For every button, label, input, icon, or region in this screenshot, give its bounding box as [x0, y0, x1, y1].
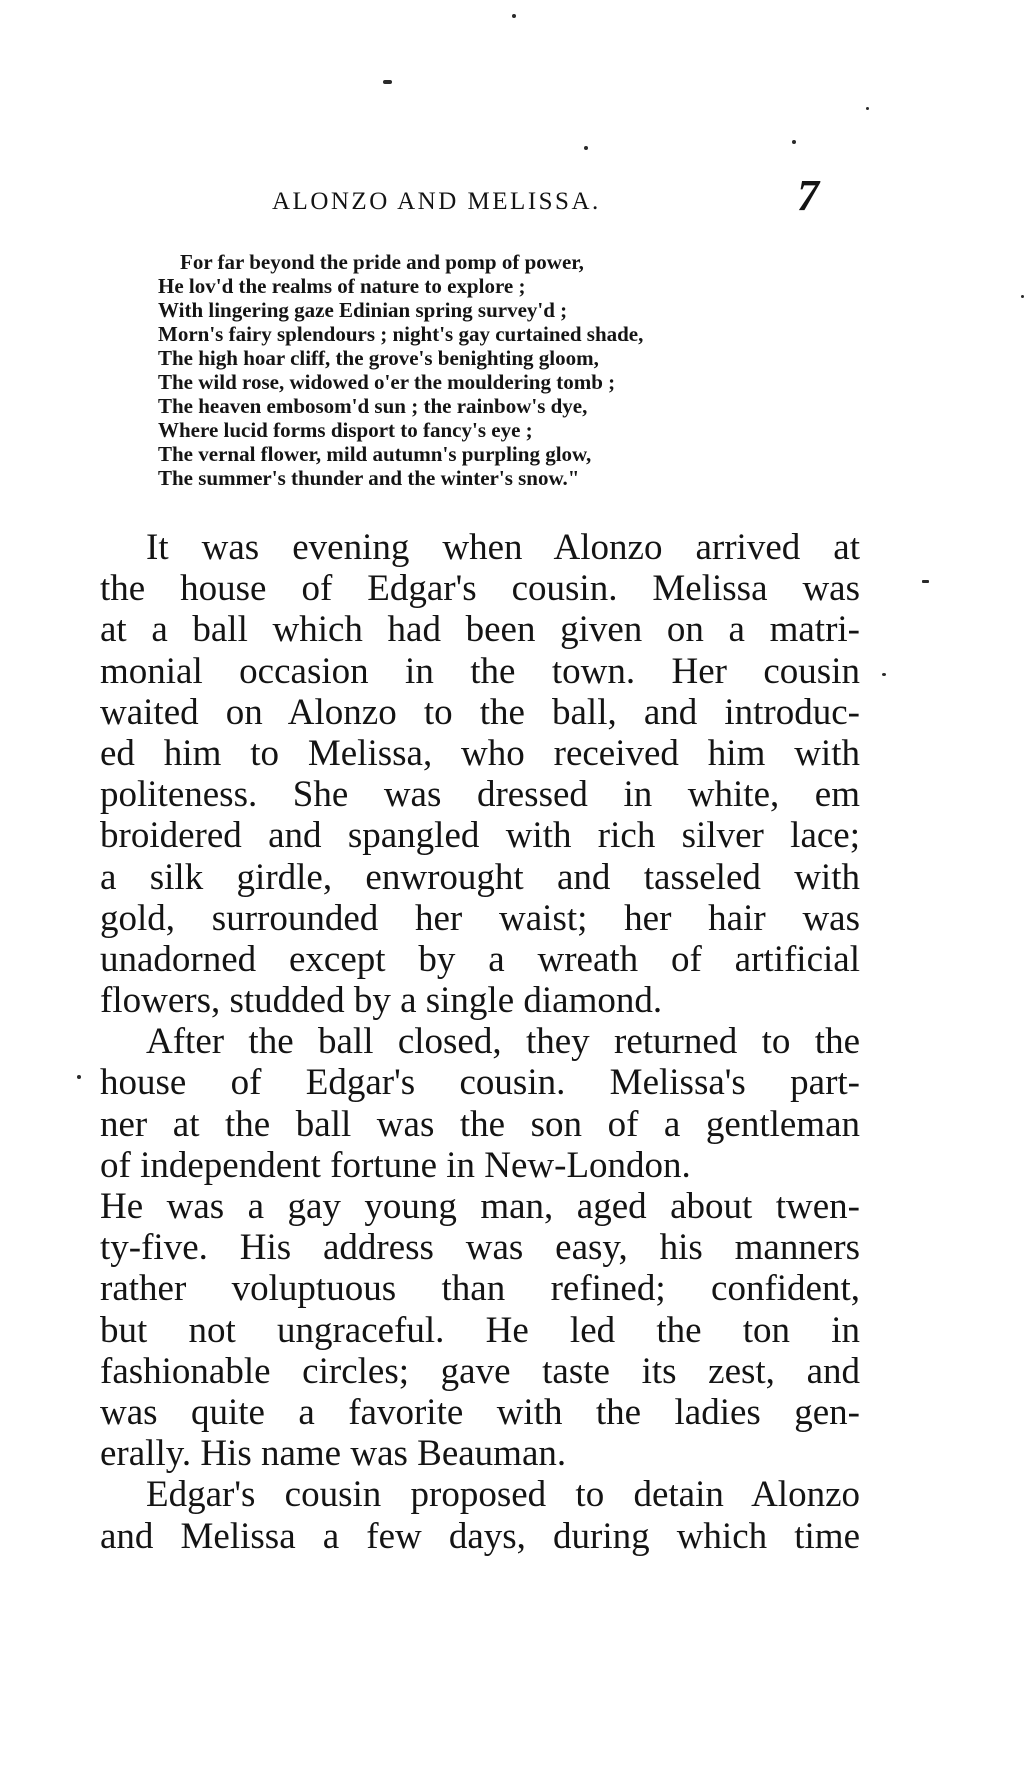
scan-speck — [1021, 295, 1024, 298]
verse-line: Where lucid forms disport to fancy's eye ; — [158, 418, 533, 442]
text-line: broidered and spangled with rich silver lace; — [100, 815, 860, 857]
scan-speck — [882, 673, 886, 676]
verse-line: The vernal flower, mild autumn's purpling glow, — [158, 442, 592, 466]
text-line: was quite a favorite with the ladies gen- — [100, 1391, 860, 1433]
text-line: of independent fortune in New-London. — [100, 1144, 691, 1186]
scan-speck — [77, 1075, 81, 1079]
paragraph-detain — [100, 1474, 860, 1556]
running-title: ALONZO AND MELISSA. — [272, 188, 601, 215]
text-line: waited on Alonzo to the ball, and introduc- — [100, 691, 860, 733]
text-line: Edgar's cousin proposed to detain Alonzo — [146, 1474, 860, 1516]
scan-speck — [584, 146, 588, 150]
text-line: but not ungraceful. He led the ton in — [100, 1309, 860, 1351]
verse-line: With lingering gaze Edinian spring survey'd ; — [158, 298, 568, 322]
text-line: ner at the ball was the son of a gentleman — [100, 1103, 860, 1145]
verse-line: Morn's fairy splendours ; night's gay curtained shade, — [158, 322, 644, 346]
text-line: the house of Edgar's cousin. Melissa was — [100, 568, 860, 610]
scan-speck — [922, 580, 929, 583]
text-line: politeness. She was dressed in white, em — [100, 774, 860, 816]
scan-speck — [866, 107, 869, 110]
text-line: After the ball closed, they returned to the — [146, 1021, 860, 1063]
scan-speck — [512, 14, 516, 18]
page-number: 7 — [797, 171, 819, 220]
text-line: gold, surrounded her waist; her hair was — [100, 897, 860, 939]
verse-line: The heaven embosom'd sun ; the rainbow's dye, — [158, 394, 588, 418]
prose-body — [100, 527, 860, 1557]
verse-line: He lov'd the realms of nature to explore ; — [158, 274, 526, 298]
text-line: fashionable circles; gave taste its zest, and — [100, 1350, 860, 1392]
text-line: monial occasion in the town. Her cousin — [100, 650, 860, 692]
text-line: ed him to Melissa, who received him with — [100, 732, 860, 774]
text-line: erally. His name was Beauman. — [100, 1433, 567, 1475]
text-line: at a ball which had been given on a matri- — [100, 609, 860, 651]
verse-line: The high hoar cliff, the grove's benighting gloom, — [158, 346, 599, 370]
text-line: It was evening when Alonzo arrived at — [146, 527, 860, 568]
verse-line: The wild rose, widowed o'er the mouldering tomb ; — [158, 370, 616, 394]
verse-line: The summer's thunder and the winter's snow." — [158, 466, 580, 490]
paragraph-beauman — [100, 1021, 860, 1474]
text-line: and Melissa a few days, during which time — [100, 1515, 860, 1557]
verse-line: For far beyond the pride and pomp of power, — [180, 250, 584, 274]
text-line: He was a gay young man, aged about twen- — [100, 1186, 860, 1227]
text-line: unadorned except by a wreath of artificial — [100, 938, 860, 980]
scan-speck — [383, 80, 392, 84]
paragraph-arrival — [100, 527, 860, 1021]
scan-speck — [792, 140, 796, 144]
text-line: house of Edgar's cousin. Melissa's part- — [100, 1062, 860, 1104]
text-line: a silk girdle, enwrought and tasseled with — [100, 856, 860, 898]
text-line: ty-five. His address was easy, his manners — [100, 1227, 860, 1269]
text-line: rather voluptuous than refined; confident, — [100, 1268, 860, 1310]
verse-quotation — [158, 250, 818, 490]
text-line: flowers, studded by a single diamond. — [100, 980, 663, 1022]
